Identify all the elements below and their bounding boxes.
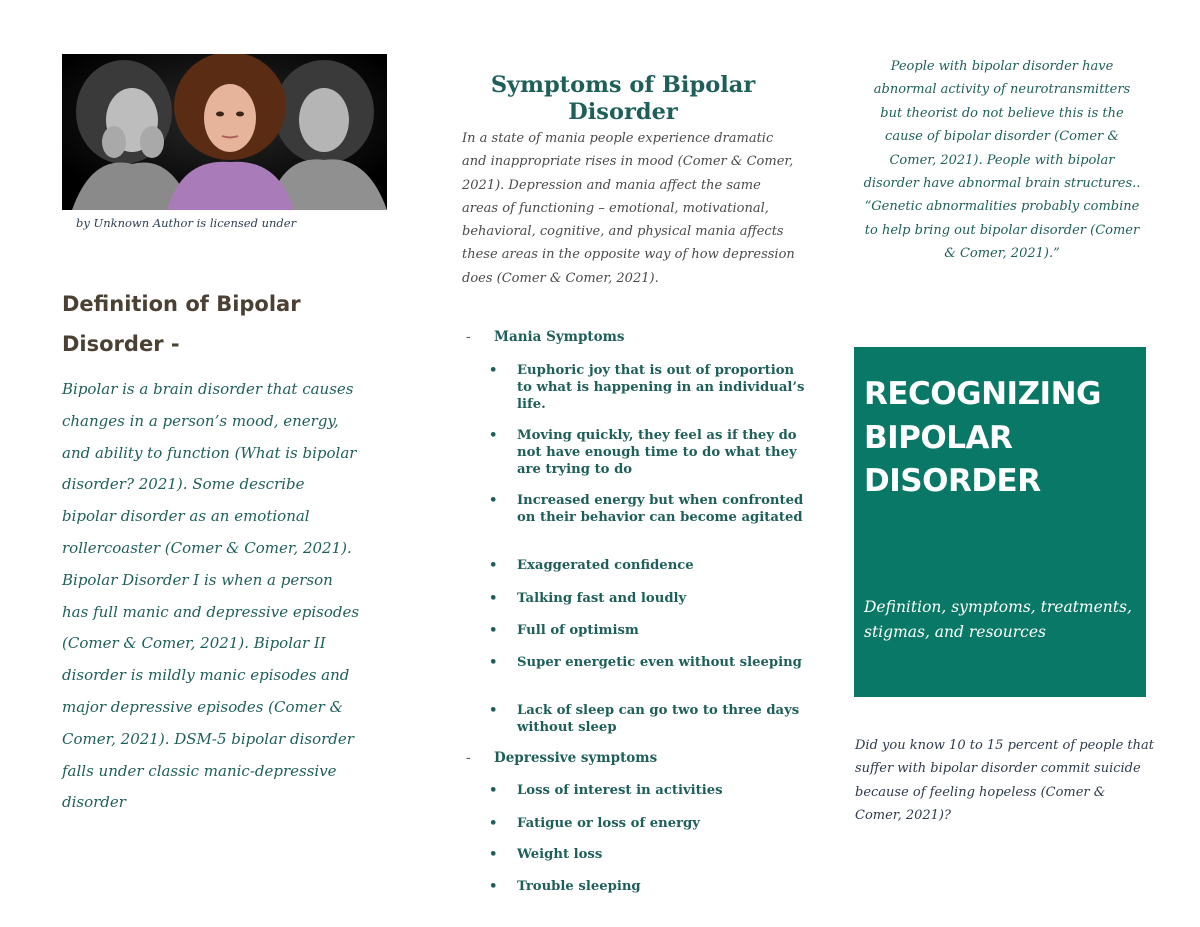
list-item-text: Increased energy but when confronted on their behavior can become agitated: [517, 493, 804, 525]
list-item: [489, 427, 809, 478]
cover-title-line1: RECOGNIZING: [864, 376, 1101, 412]
list-item: [489, 622, 809, 639]
list-item-text: Trouble sleeping: [517, 879, 641, 894]
bullet-icon: •: [489, 428, 498, 443]
cover-subtitle: Definition, symptoms, treatments, stigmas, and resources: [864, 598, 1132, 641]
mania-symptoms-heading: [466, 329, 625, 345]
cover-panel: [854, 347, 1146, 697]
mania-heading-label: Mania Symptoms: [494, 329, 625, 345]
dash-marker: -: [466, 329, 471, 345]
three-women-photo: [62, 54, 387, 210]
list-item-text: Lack of sleep can go two to three days without sleep: [517, 703, 800, 735]
list-item-text: Super energetic even without sleeping: [517, 655, 802, 670]
list-item: [489, 654, 809, 671]
photo-caption: by Unknown Author is licensed under: [76, 216, 297, 230]
list-item: [489, 492, 809, 526]
bullet-icon: •: [489, 493, 498, 508]
symptoms-intro: In a state of mania people experience dramatic and inappropriate rises in mood (Comer & Comer, 2021). Depression and mania affect the same areas of functioning – emotional, motivational, behavioral, cognitive, and physical mania affects these areas in the opposite way of how depression does (Comer & Comer, 2021).: [462, 131, 795, 286]
cover-title-line2: BIPOLAR: [864, 419, 1013, 456]
cover-title-line3: DISORDER: [864, 463, 1041, 499]
bullet-icon: •: [489, 623, 498, 638]
depressive-heading-label: Depressive symptoms: [494, 750, 658, 766]
list-item: [489, 702, 809, 736]
bullet-icon: •: [489, 847, 498, 862]
neurotransmitter-quote: People with bipolar disorder have abnormal activity of neurotransmitters but theorist do not believe this is the cause of bipolar disorder (Comer & Comer, 2021). People with bipolar disorder have abnormal brain structures.. “Genetic abnormalities probably combine to help bring out bipolar disorder (Comer & Comer, 2021).”: [863, 59, 1141, 262]
list-item: [489, 846, 809, 863]
cover-title: [864, 373, 1144, 504]
bullet-icon: •: [489, 783, 498, 798]
suicide-fact: Did you know 10 to 15 percent of people that suffer with bipolar disorder commit suicide because of feeling hopeless (Comer & Comer, 2021)?: [855, 738, 1154, 824]
list-item: [489, 815, 809, 832]
bullet-icon: •: [489, 591, 498, 606]
definition-heading-line1: Definition of Bipolar: [62, 292, 301, 316]
list-item: [489, 590, 809, 607]
definition-heading-line2: Disorder -: [62, 332, 180, 356]
list-item-text: Moving quickly, they feel as if they do not have enough time to do what they are trying to do: [517, 428, 797, 477]
list-item-text: Talking fast and loudly: [517, 591, 687, 606]
bullet-icon: •: [489, 879, 498, 894]
list-item-text: Weight loss: [517, 847, 603, 862]
bullet-icon: •: [489, 558, 498, 573]
list-item: [489, 557, 809, 574]
definition-body: Bipolar is a brain disorder that causes changes in a person’s mood, energy, and ability to function (What is bipolar disorder? 2021). Some describe bipolar disorder as an emotional rollercoaster (Comer & Comer, 2021). Bipolar Disorder I is when a person has full manic and depressive episodes (Comer & Comer, 2021). Bipolar II disorder is mildly manic episodes and major depressive episodes (Comer & Comer, 2021). DSM-5 bipolar disorder falls under classic manic-depressive disorder: [62, 380, 360, 812]
list-item-text: Loss of interest in activities: [517, 783, 723, 798]
definition-heading: [62, 284, 362, 364]
symptoms-title: Symptoms of Bipolar Disorder: [490, 72, 756, 125]
dash-marker: -: [466, 750, 471, 766]
bullet-icon: •: [489, 703, 498, 718]
list-item: [489, 782, 809, 799]
list-item: [489, 362, 809, 413]
depressive-symptoms-heading: [466, 750, 657, 766]
bullet-icon: •: [489, 363, 498, 378]
list-item: [489, 878, 809, 895]
photo-illustration: [62, 54, 387, 210]
list-item-text: Euphoric joy that is out of proportion to what is happening in an individual’s life.: [517, 363, 805, 412]
list-item-text: Exaggerated confidence: [517, 558, 694, 573]
list-item-text: Full of optimism: [517, 623, 639, 638]
list-item-text: Fatigue or loss of energy: [517, 816, 700, 831]
bullet-icon: •: [489, 816, 498, 831]
bullet-icon: •: [489, 655, 498, 670]
